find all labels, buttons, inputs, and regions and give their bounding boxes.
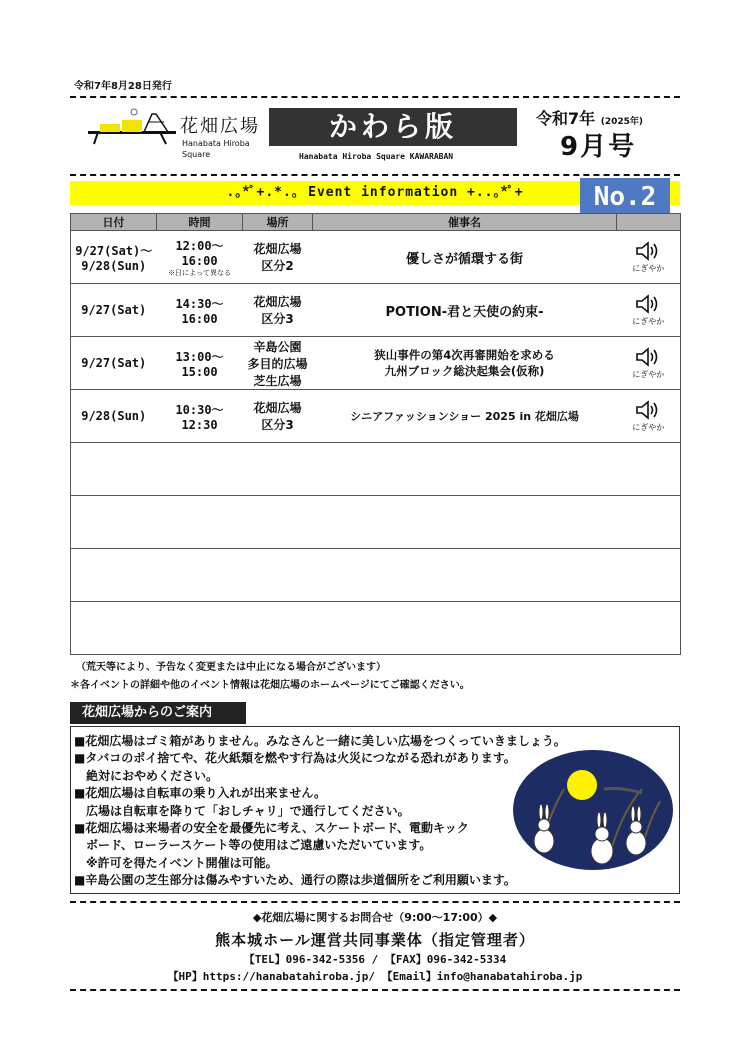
speaker-icon: [634, 399, 662, 421]
info-line: ※許可を得たイベント開催は可能。: [74, 855, 278, 870]
empty-cell: [313, 496, 617, 549]
newsletter-title: かわら版: [269, 108, 517, 146]
event-place-line1: 花畑広場: [253, 401, 302, 415]
event-time: [157, 337, 243, 390]
header-time: 時間: [157, 214, 243, 231]
empty-cell: [313, 443, 617, 496]
event-place-line3: 芝生広場: [253, 373, 302, 388]
info-heading: 花畑広場からのご案内: [70, 702, 246, 724]
empty-cell: [243, 602, 313, 655]
event-info-banner: .｡*ﾟ+.*.｡ Event information +..｡*ﾟ+: [70, 181, 680, 205]
header-tag: [617, 214, 681, 231]
info-line: ■花畑広場は来場者の安全を最優先に考え、スケートボード、電動キック: [74, 821, 469, 836]
event-time-start: 14:30～: [175, 296, 224, 311]
event-date-line1: 9/27(Sat): [81, 303, 147, 317]
info-line: 絶対におやめください。: [74, 768, 219, 783]
event-row: [71, 390, 681, 443]
info-line: ■タバコのポイ捨てや、花火紙類を燃やす行為は火災につながる恐れがあります。: [74, 751, 516, 766]
event-place-line1: 花畑広場: [253, 242, 302, 256]
header-place: 場所: [243, 214, 313, 231]
empty-event-row: [71, 602, 681, 655]
empty-cell: [617, 443, 681, 496]
empty-cell: [243, 496, 313, 549]
speaker-icon: [634, 346, 662, 368]
event-date: [71, 284, 157, 337]
event-row: [71, 231, 681, 284]
event-date-line1: 9/27(Sat): [81, 356, 147, 370]
event-place: [243, 231, 313, 284]
event-time-note: ※日によって異なる: [168, 268, 231, 277]
event-name: [313, 337, 617, 390]
event-name-line1: 優しさが循環する街: [405, 251, 523, 267]
empty-cell: [71, 496, 157, 549]
empty-cell: [71, 602, 157, 655]
era-year: 令和7年: [536, 109, 596, 128]
logo-en-line2: Square: [182, 150, 211, 159]
event-date-line2: 9/28(Sun): [81, 258, 147, 273]
event-row: [71, 284, 681, 337]
logo-name-en: [182, 138, 250, 160]
event-table: [70, 213, 681, 655]
event-tag-label: にぎやか: [632, 317, 665, 326]
event-time-start: 12:00～: [175, 238, 224, 253]
contact-web: 【HP】https://hanabatahiroba.jp/ 【Email】info@hanabatahiroba.jp: [167, 970, 583, 983]
event-time-end: 12:30: [181, 417, 218, 432]
event-time-end: 16:00: [181, 253, 218, 268]
event-place: [243, 390, 313, 443]
empty-event-row: [71, 496, 681, 549]
event-row: [71, 337, 681, 390]
info-line: ボード、ローラースケート等の使用はご遠慮いただいています。: [74, 838, 432, 853]
event-time-start: 13:00～: [175, 349, 224, 364]
event-tag: [617, 390, 681, 443]
bottom-divider: [70, 989, 680, 991]
empty-cell: [313, 602, 617, 655]
event-tag-label: にぎやか: [632, 423, 665, 432]
logo-name-jp: 花畑広場: [180, 116, 260, 137]
empty-event-row: [71, 549, 681, 602]
era-western-year: (2025年): [600, 117, 643, 127]
newsletter-subtitle: Hanabata Hiroba Square KAWARABAN: [299, 152, 454, 161]
empty-cell: [71, 549, 157, 602]
empty-cell: [617, 549, 681, 602]
event-date-line1: 9/27(Sat)～: [75, 243, 153, 258]
event-time-end: 16:00: [181, 311, 218, 326]
event-name: [313, 284, 617, 337]
event-time: [157, 284, 243, 337]
event-time-start: 10:30～: [175, 402, 224, 417]
event-tag: [617, 284, 681, 337]
event-place-line1: 花畑広場: [253, 295, 302, 309]
event-name: [313, 390, 617, 443]
contact-phone: 【TEL】096-342-5356 / 【FAX】096-342-5334: [243, 953, 507, 966]
event-tag-label: にぎやか: [632, 370, 665, 379]
weather-note: （荒天等により、予告なく変更または中止になる場合がございます）: [76, 662, 386, 673]
empty-cell: [71, 443, 157, 496]
event-time-end: 15:00: [181, 364, 218, 379]
empty-cell: [313, 549, 617, 602]
moon-rabbits-illustration: [512, 749, 674, 871]
event-date: [71, 231, 157, 284]
info-line: ■花畑広場はゴミ箱がありません。みなさんと一緒に美しい広場をつくっていきましょう。: [74, 734, 566, 748]
header-divider: [70, 174, 680, 176]
event-place: [243, 284, 313, 337]
event-place-line2: 区分3: [261, 418, 294, 432]
info-line: ■花畑広場は自転車の乗り入れが出来ません。: [74, 786, 327, 801]
empty-cell: [617, 602, 681, 655]
empty-cell: [157, 443, 243, 496]
event-place-line2: 多目的広場: [247, 356, 308, 371]
event-date-line1: 9/28(Sun): [81, 409, 147, 423]
event-tag: [617, 231, 681, 284]
empty-cell: [243, 549, 313, 602]
info-line: ■辛島公園の芝生部分は傷みやすいため、通行の際は歩道個所をご利用願います。: [74, 873, 516, 888]
event-time: [157, 231, 243, 284]
event-tag-label: にぎやか: [632, 264, 665, 273]
event-table-header: [71, 214, 681, 231]
event-place-line1: 辛島公園: [253, 339, 302, 354]
top-divider: [70, 96, 680, 98]
speaker-icon: [634, 240, 662, 262]
empty-cell: [157, 549, 243, 602]
contact-organization: 熊本城ホール運営共同事業体（指定管理者）: [215, 931, 535, 949]
details-note: ＊各イベントの詳細や他のイベント情報は花畑広場のホームページにてご確認ください。: [70, 680, 470, 691]
info-list: [74, 733, 566, 890]
event-date: [71, 337, 157, 390]
speaker-icon: [634, 293, 662, 315]
event-name-line2: 九州ブロック総決起集会(仮称): [384, 364, 545, 378]
info-line: 広場は自転車を降りて「おしチャリ」で通行してください。: [74, 803, 410, 818]
event-name: [313, 231, 617, 284]
header-event: 催事名: [313, 214, 617, 231]
event-place: [243, 337, 313, 390]
footer-divider: [70, 901, 680, 903]
issue-number-badge: No.2: [580, 178, 670, 216]
issue-month: 9月号: [560, 132, 637, 162]
empty-cell: [157, 602, 243, 655]
header-date: 日付: [71, 214, 157, 231]
empty-cell: [243, 443, 313, 496]
event-place-line2: 区分2: [261, 259, 294, 273]
logo-en-line1: Hanabata Hiroba: [182, 139, 250, 148]
empty-event-row: [71, 443, 681, 496]
event-name-line1: 狭山事件の第4次再審開始を求める: [374, 348, 555, 362]
contact-title: ◆花畑広場に関するお問合せ（9:00～17:00）◆: [252, 911, 498, 924]
hanabata-logo: [86, 108, 176, 153]
issue-date: 令和7年8月28日発行: [74, 81, 172, 92]
empty-cell: [157, 496, 243, 549]
event-name-line1: シニアファッションショー 2025 in 花畑広場: [350, 410, 579, 423]
event-tag: [617, 337, 681, 390]
event-name-line1: POTION-君と天使の約束-: [385, 304, 544, 320]
event-place-line2: 区分3: [261, 312, 294, 326]
event-time: [157, 390, 243, 443]
event-date: [71, 390, 157, 443]
empty-cell: [617, 496, 681, 549]
